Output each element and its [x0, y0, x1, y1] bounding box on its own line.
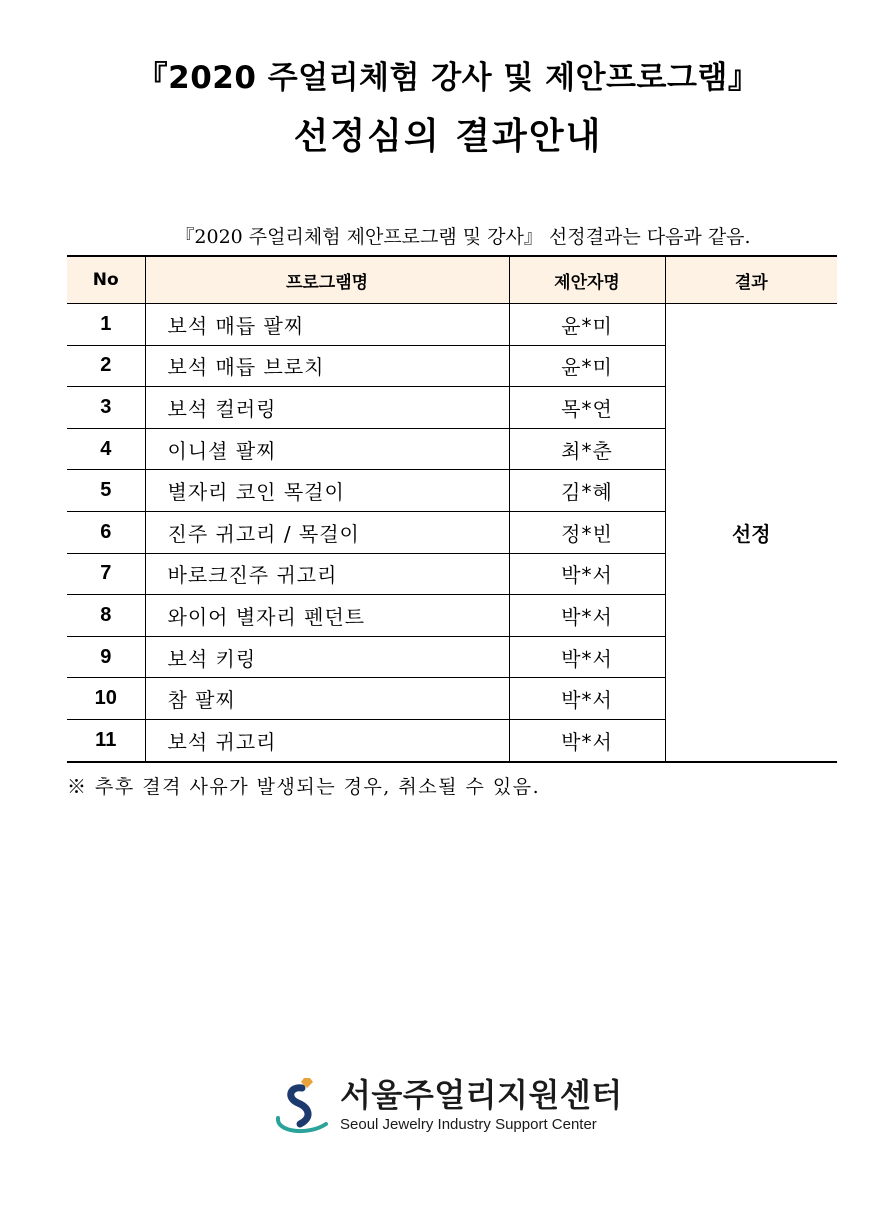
- row-program: 보석 귀고리: [145, 719, 509, 761]
- org-name-english: Seoul Jewelry Industry Support Center: [340, 1116, 597, 1133]
- row-program: 이니셜 팔찌: [145, 428, 509, 470]
- header-program: 프로그램명: [145, 256, 509, 304]
- document-title-line2: 선정심의 결과안내: [293, 116, 603, 157]
- jewelry-s-logo-icon: [272, 1074, 332, 1138]
- results-table: [67, 255, 837, 763]
- row-proposer: 최*춘: [509, 428, 665, 470]
- row-program: 보석 키링: [145, 636, 509, 678]
- row-program: 와이어 별자리 펜던트: [145, 595, 509, 637]
- row-program: 별자리 코인 목걸이: [145, 470, 509, 512]
- row-no: 5: [67, 470, 145, 512]
- row-program: 보석 매듭 팔찌: [145, 304, 509, 346]
- row-no: 1: [67, 304, 145, 346]
- row-program: 참 팔찌: [145, 678, 509, 720]
- row-no: 2: [67, 345, 145, 387]
- header-proposer: 제안자명: [509, 256, 665, 304]
- table-header-row: [67, 256, 837, 304]
- row-proposer: 박*서: [509, 595, 665, 637]
- row-no: 8: [67, 595, 145, 637]
- row-no: 6: [67, 511, 145, 553]
- row-no: 11: [67, 719, 145, 761]
- row-proposer: 박*서: [509, 553, 665, 595]
- row-no: 10: [67, 678, 145, 720]
- row-no: 9: [67, 636, 145, 678]
- intro-text: 『2020 주얼리체험 제안프로그램 및 강사』 선정결과는 다음과 같음.: [175, 226, 751, 248]
- row-proposer: 윤*미: [509, 345, 665, 387]
- org-name-korean: 서울주얼리지원센터: [340, 1076, 623, 1114]
- result-cell: 선정: [665, 304, 837, 762]
- row-no: 3: [67, 387, 145, 429]
- row-no: 7: [67, 553, 145, 595]
- document-title-line1: 『2020 주얼리체험 강사 및 제안프로그램』: [136, 60, 760, 96]
- footnote: ※ 추후 결격 사유가 발생되는 경우, 취소될 수 있음.: [67, 776, 541, 798]
- row-proposer: 박*서: [509, 678, 665, 720]
- row-proposer: 박*서: [509, 719, 665, 761]
- organization-footer: [272, 1070, 632, 1140]
- row-program: 진주 귀고리 / 목걸이: [145, 511, 509, 553]
- row-proposer: 윤*미: [509, 304, 665, 346]
- row-proposer: 박*서: [509, 636, 665, 678]
- header-result: 결과: [665, 256, 837, 304]
- row-proposer: 목*연: [509, 387, 665, 429]
- row-proposer: 정*빈: [509, 511, 665, 553]
- row-proposer: 김*혜: [509, 470, 665, 512]
- row-program: 바로크진주 귀고리: [145, 553, 509, 595]
- table-row: [67, 304, 837, 346]
- header-no: No: [67, 256, 145, 304]
- row-program: 보석 컬러링: [145, 387, 509, 429]
- row-no: 4: [67, 428, 145, 470]
- row-program: 보석 매듭 브로치: [145, 345, 509, 387]
